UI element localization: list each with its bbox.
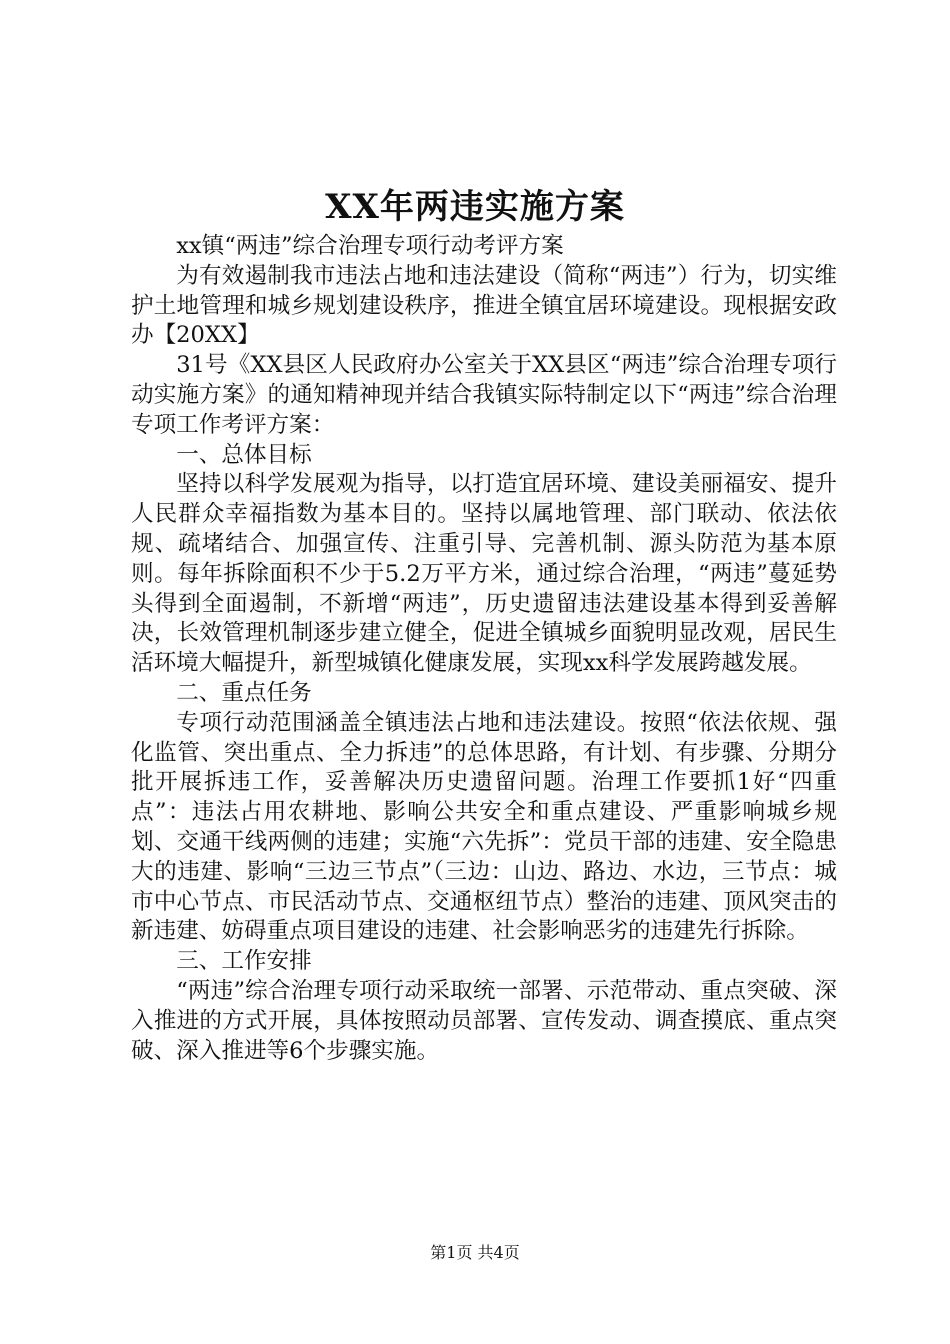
document-title: XX年两违实施方案 xyxy=(325,187,625,227)
document-body xyxy=(131,232,837,1066)
section-1-paragraph: 坚持以科学发展观为指导，以打造宜居环境、建设美丽福安、提升人民群众幸福指数为基本目的。坚持以属地管理、部门联动、依法依规、疏堵结合、加强宣传、注重引导、完善机制、源头防范为基本原则。每年拆除面积不少于5.2万平方米，通过综合治理，“两违”蔓延势头得到全面遏制，不新增“两违”，历史遗留违法建设基本得到妥善解决，长效管理机制逐步建立健全，促进全镇城乡面貌明显改观，居民生活环境大幅提升，新型城镇化健康发展，实现xx科学发展跨越发展。 xyxy=(131,471,837,677)
intro-paragraph-2: 31号《XX县区人民政府办公室关于XX县区“两违”综合治理专项行动实施方案》的通知精神现并结合我镇实际特制定以下“两违”综合治理专项工作考评方案： xyxy=(131,352,837,438)
section-2-paragraph: 专项行动范围涵盖全镇违法占地和违法建设。按照“依法依规、强化监管、突出重点、全力拆违”的总体思路，有计划、有步骤、分期分批开展拆违工作，妥善解决历史遗留问题。治理工作要抓1好“四重点”：违法占用农耕地、影响公共安全和重点建设、严重影响城乡规划、交通干线两侧的违建；实施“六先拆”：党员干部的违建、安全隐患大的违建、影响“三边三节点”（三边：山边、路边、水边，三节点：城市中心节点、市民活动节点、交通枢纽节点）整治的违建、顶风突击的新违建、妨碍重点项目建设的违建、社会影响恶劣的违建先行拆除。 xyxy=(131,709,837,945)
section-1-heading: 一、总体目标 xyxy=(176,441,312,468)
intro-paragraph-1: 为有效遏制我市违法占地和违法建设（简称“两违”）行为，切实维护土地管理和城乡规划建设秩序，推进全镇宜居环境建设。现根据安政办【20XX】 xyxy=(131,262,837,349)
document-subtitle: xx镇“两违”综合治理专项行动考评方案 xyxy=(176,233,564,259)
page-number-footer: 第1页 共4页 xyxy=(430,1243,520,1262)
section-3-paragraph: “两违”综合治理专项行动采取统一部署、示范带动、重点突破、深入推进的方式开展，具体按照动员部署、宣传发动、调查摸底、重点突破、深入推进等6个步骤实施。 xyxy=(131,977,837,1064)
section-3-heading: 三、工作安排 xyxy=(176,948,312,975)
section-2-heading: 二、重点任务 xyxy=(176,679,312,706)
